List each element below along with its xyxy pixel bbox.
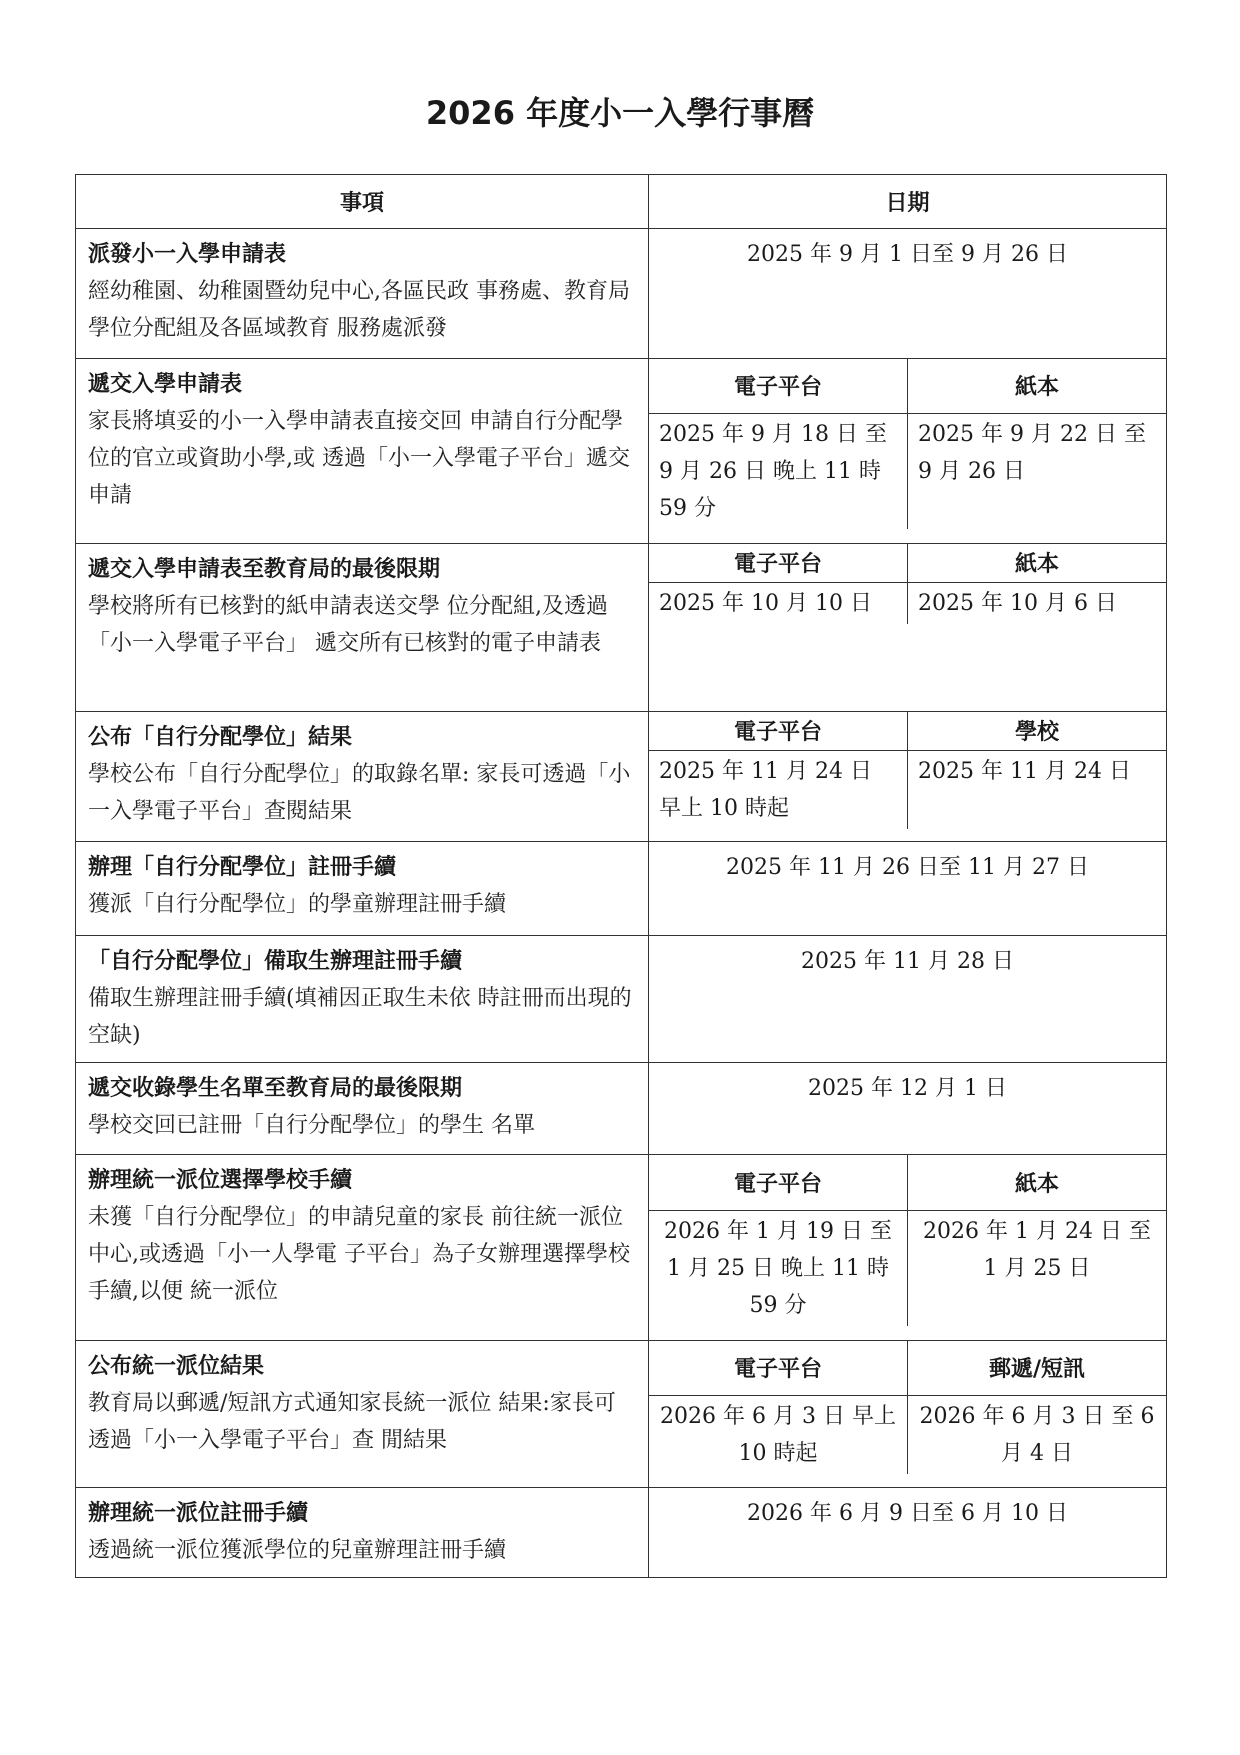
table-header-row (76, 175, 1167, 229)
table-row (76, 544, 1167, 712)
table-row (76, 1341, 1167, 1488)
sub-value-right: 2025 年 11 月 24 日 (918, 758, 1131, 784)
sub-value-left: 2025 年 10 月 10 日 (649, 582, 908, 624)
item-cell (76, 712, 649, 842)
sub-value-right: 2026 年 1 月 24 日 至 1 月 25 日 (923, 1218, 1151, 1281)
item-desc: 學校公布「自行分配學位」的取錄名單: 家長可透過「小一入學電子平台」查閱結果 (88, 762, 631, 824)
item-name: 遞交收錄學生名單至教育局的最後限期 (88, 1076, 463, 1101)
date-cell: 2025 年 9 月 1 日至 9 月 26 日 (649, 229, 1167, 359)
item-cell (76, 936, 649, 1063)
sub-value-left: 2025 年 9 月 18 日 至 9 月 26 日 晚上 11 時 59 分 (649, 413, 908, 529)
date-cell-split (649, 1341, 1167, 1488)
item-cell (76, 1341, 649, 1488)
item-name: 派發小一入學申請表 (88, 242, 287, 267)
table-row (76, 842, 1167, 936)
header-item: 事項 (76, 175, 649, 229)
item-cell (76, 544, 649, 712)
table-row (76, 359, 1167, 544)
date-cell: 2025 年 12 月 1 日 (649, 1063, 1167, 1155)
item-cell (76, 229, 649, 359)
item-name: 辦理「自行分配學位」註冊手續 (88, 855, 397, 880)
sub-value-left: 2026 年 1 月 19 日 至 1 月 25 日 晚上 11 時 59 分 (649, 1210, 908, 1326)
table-row (76, 712, 1167, 842)
header-date: 日期 (649, 175, 1167, 229)
item-cell (76, 842, 649, 936)
item-desc: 教育局以郵遞/短訊方式通知家長統一派位 結果:家長可透過「小一入學電子平台」查 閒結果 (88, 1391, 616, 1453)
item-name: 辦理統一派位選擇學校手續 (88, 1168, 353, 1193)
date-cell-split (649, 1155, 1167, 1341)
sub-head-right: 學校 (908, 712, 1167, 750)
item-name: 辦理統一派位註冊手續 (88, 1501, 309, 1526)
item-name: 「自行分配學位」備取生辦理註冊手續 (88, 949, 463, 974)
item-desc: 未獲「自行分配學位」的申請兒童的家長 前往統一派位中心,或透過「小一人學電 子平台」為子女辦理選擇學校手續,以便 統一派位 (88, 1205, 630, 1304)
item-desc: 透過統一派位獲派學位的兒童辦理註冊手續 (88, 1538, 507, 1563)
sub-value-left: 2026 年 6 月 3 日 早上 10 時起 (649, 1395, 908, 1474)
sub-head-right: 紙本 (908, 544, 1167, 582)
sub-head-left: 電子平台 (649, 712, 908, 750)
item-cell (76, 1155, 649, 1341)
item-cell (76, 1488, 649, 1578)
sub-value-right: 2026 年 6 月 3 日 至 6 月 4 日 (919, 1403, 1155, 1466)
sub-head-right: 紙本 (908, 1155, 1167, 1210)
item-desc: 學校將所有已核對的紙申請表送交學 位分配組,及透過「小一入學電子平台」 遞交所有已核對的電子申請表 (88, 594, 608, 656)
table-row (76, 229, 1167, 359)
sub-head-left: 電子平台 (649, 544, 908, 582)
table-row (76, 936, 1167, 1063)
sub-head-right: 紙本 (908, 359, 1167, 413)
item-desc: 家長將填妥的小一入學申請表直接交回 申請自行分配學位的官立或資助小學,或 透過「小一入學電子平台」遞交申請 (88, 409, 630, 508)
date-cell: 2025 年 11 月 26 日至 11 月 27 日 (649, 842, 1167, 936)
sub-value-right: 2025 年 10 月 6 日 (918, 590, 1117, 616)
item-name: 公布「自行分配學位」結果 (88, 725, 353, 750)
sub-head-left: 電子平台 (649, 359, 908, 413)
sub-head-left: 電子平台 (649, 1155, 908, 1210)
item-name: 公布統一派位結果 (88, 1354, 265, 1379)
page-title: 2026 年度小一入學行事曆 (425, 94, 815, 132)
item-desc: 獲派「自行分配學位」的學童辦理註冊手續 (88, 892, 507, 917)
item-cell (76, 1063, 649, 1155)
item-name: 遞交入學申請表至教育局的最後限期 (88, 557, 441, 582)
table-row (76, 1063, 1167, 1155)
sub-head-left: 電子平台 (649, 1341, 908, 1395)
item-cell (76, 359, 649, 544)
item-desc: 經幼稚園、幼稚園暨幼兒中心,各區民政 事務處、教育局學位分配組及各區域教育 服務處派發 (88, 279, 630, 341)
date-cell-split (649, 544, 1167, 712)
admission-calendar-table (75, 174, 1167, 1578)
item-name: 遞交入學申請表 (88, 372, 243, 397)
date-cell-split (649, 712, 1167, 842)
item-desc: 學校交回已註冊「自行分配學位」的學生 名單 (88, 1113, 535, 1138)
sub-head-right: 郵遞/短訊 (908, 1341, 1167, 1395)
date-cell: 2025 年 11 月 28 日 (649, 936, 1167, 1063)
table-row (76, 1155, 1167, 1341)
item-desc: 備取生辦理註冊手續(填補因正取生未依 時註冊而出現的空缺) (88, 986, 632, 1048)
sub-value-left: 2025 年 11 月 24 日 早上 10 時起 (649, 750, 908, 829)
table-row (76, 1488, 1167, 1578)
date-cell: 2026 年 6 月 9 日至 6 月 10 日 (649, 1488, 1167, 1578)
date-cell-split (649, 359, 1167, 544)
sub-value-right: 2025 年 9 月 22 日 至 9 月 26 日 (918, 421, 1146, 484)
